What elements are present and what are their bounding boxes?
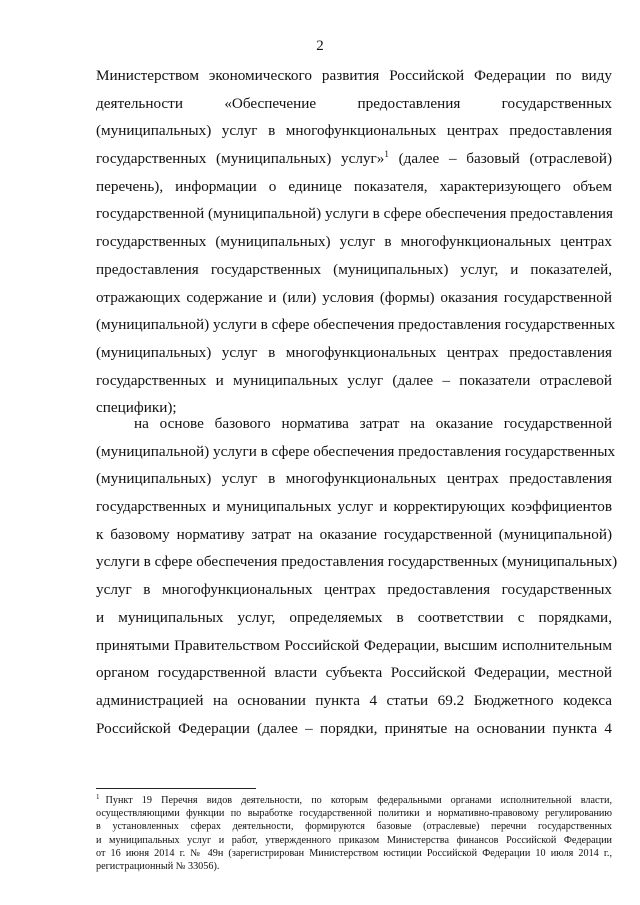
text-line: органом государственной власти субъекта Российской Федерации, местной <box>96 664 612 682</box>
footnote-text: Пункт 19 Перечня видов деятельности, по которым федеральными органами исполнительной власти, <box>105 795 612 806</box>
text-line: (муниципальных) услуг в многофункциональных центрах предоставления <box>96 470 612 488</box>
text-line: Российской Федерации (далее – порядки, принятые на основании пункта 4 <box>96 719 612 737</box>
text-line: государственных и муниципальных услуг (далее – показатели отраслевой <box>96 371 612 389</box>
text-line: (муниципальных) услуг в многофункциональных центрах предоставления <box>96 122 612 140</box>
footnote <box>96 794 612 873</box>
footnote-line: и муниципальных услуг и работ, утвержденного приказом Министерства финансов Российской Федерации <box>96 834 612 846</box>
text-fragment: государственных (муниципальных) услуг» <box>96 150 385 168</box>
footnote-line: от 16 июня 2014 г. № 49н (зарегистрирован Министерством юстиции Российской Федерации 10 июля 2014 г., <box>96 847 612 859</box>
text-line: Министерством экономического развития Российской Федерации по виду <box>96 67 612 84</box>
text-fragment: (далее – базовый (отраслевой) <box>398 150 612 168</box>
footnote-line: регистрационный № 33056). <box>96 860 220 872</box>
text-line: и муниципальных услуг, определяемых в соответствии с порядками, <box>96 608 612 626</box>
text-line: (муниципальной) услуги в сфере обеспечения предоставления государственных <box>96 316 616 334</box>
text-line: (муниципальной) услуги в сфере обеспечения предоставления государственных <box>96 442 616 460</box>
text-line: перечень), информации о единице показателя, характеризующего объем <box>96 177 612 195</box>
footnote-line: в установленных сферах деятельности, формируются базовые (отраслевые) перечни государственных <box>96 821 612 833</box>
footnote-mark: 1 <box>96 792 100 801</box>
footnote-separator <box>96 788 256 789</box>
text-line: администрацией на основании пункта 4 статьи 69.2 Бюджетного кодекса <box>96 691 612 709</box>
text-line: на основе базового норматива затрат на оказание государственной <box>134 415 612 432</box>
page-number: 2 <box>316 38 324 54</box>
footnote-line <box>96 794 612 807</box>
text-line: (муниципальных) услуг в многофункциональных центрах предоставления <box>96 343 612 361</box>
text-line: деятельности «Обеспечение предоставления государственных <box>96 94 612 112</box>
text-line: к базовому нормативу затрат на оказание государственной (муниципальной) <box>96 525 612 543</box>
text-line: государственных и муниципальных услуг и корректирующих коэффициентов <box>96 498 612 516</box>
text-line: принятыми Правительством Российской Федерации, высшим исполнительным <box>96 636 612 654</box>
text-line: услуги в сфере обеспечения предоставления государственных (муниципальных) <box>96 553 618 571</box>
text-line-with-footnote-ref <box>96 145 612 173</box>
text-line: государственных (муниципальных) услуг в многофункциональных центрах <box>96 233 612 251</box>
text-line: специфики); <box>96 399 177 417</box>
paragraph-1 <box>96 62 616 422</box>
paragraph-2 <box>96 410 618 742</box>
footnote-line: осуществляющими функции по выработке государственной политики и нормативно-правовому регулированию <box>96 808 612 820</box>
footnote-reference: 1 <box>384 149 389 159</box>
text-line: предоставления государственных (муниципальных) услуг, и показателей, <box>96 260 612 278</box>
text-line: услуг в многофункциональных центрах предоставления государственных <box>96 581 612 599</box>
text-line: государственной (муниципальной) услуги в сфере обеспечения предоставления <box>96 205 613 223</box>
text-line: отражающих содержание и (или) условия (формы) оказания государственной <box>96 288 612 306</box>
